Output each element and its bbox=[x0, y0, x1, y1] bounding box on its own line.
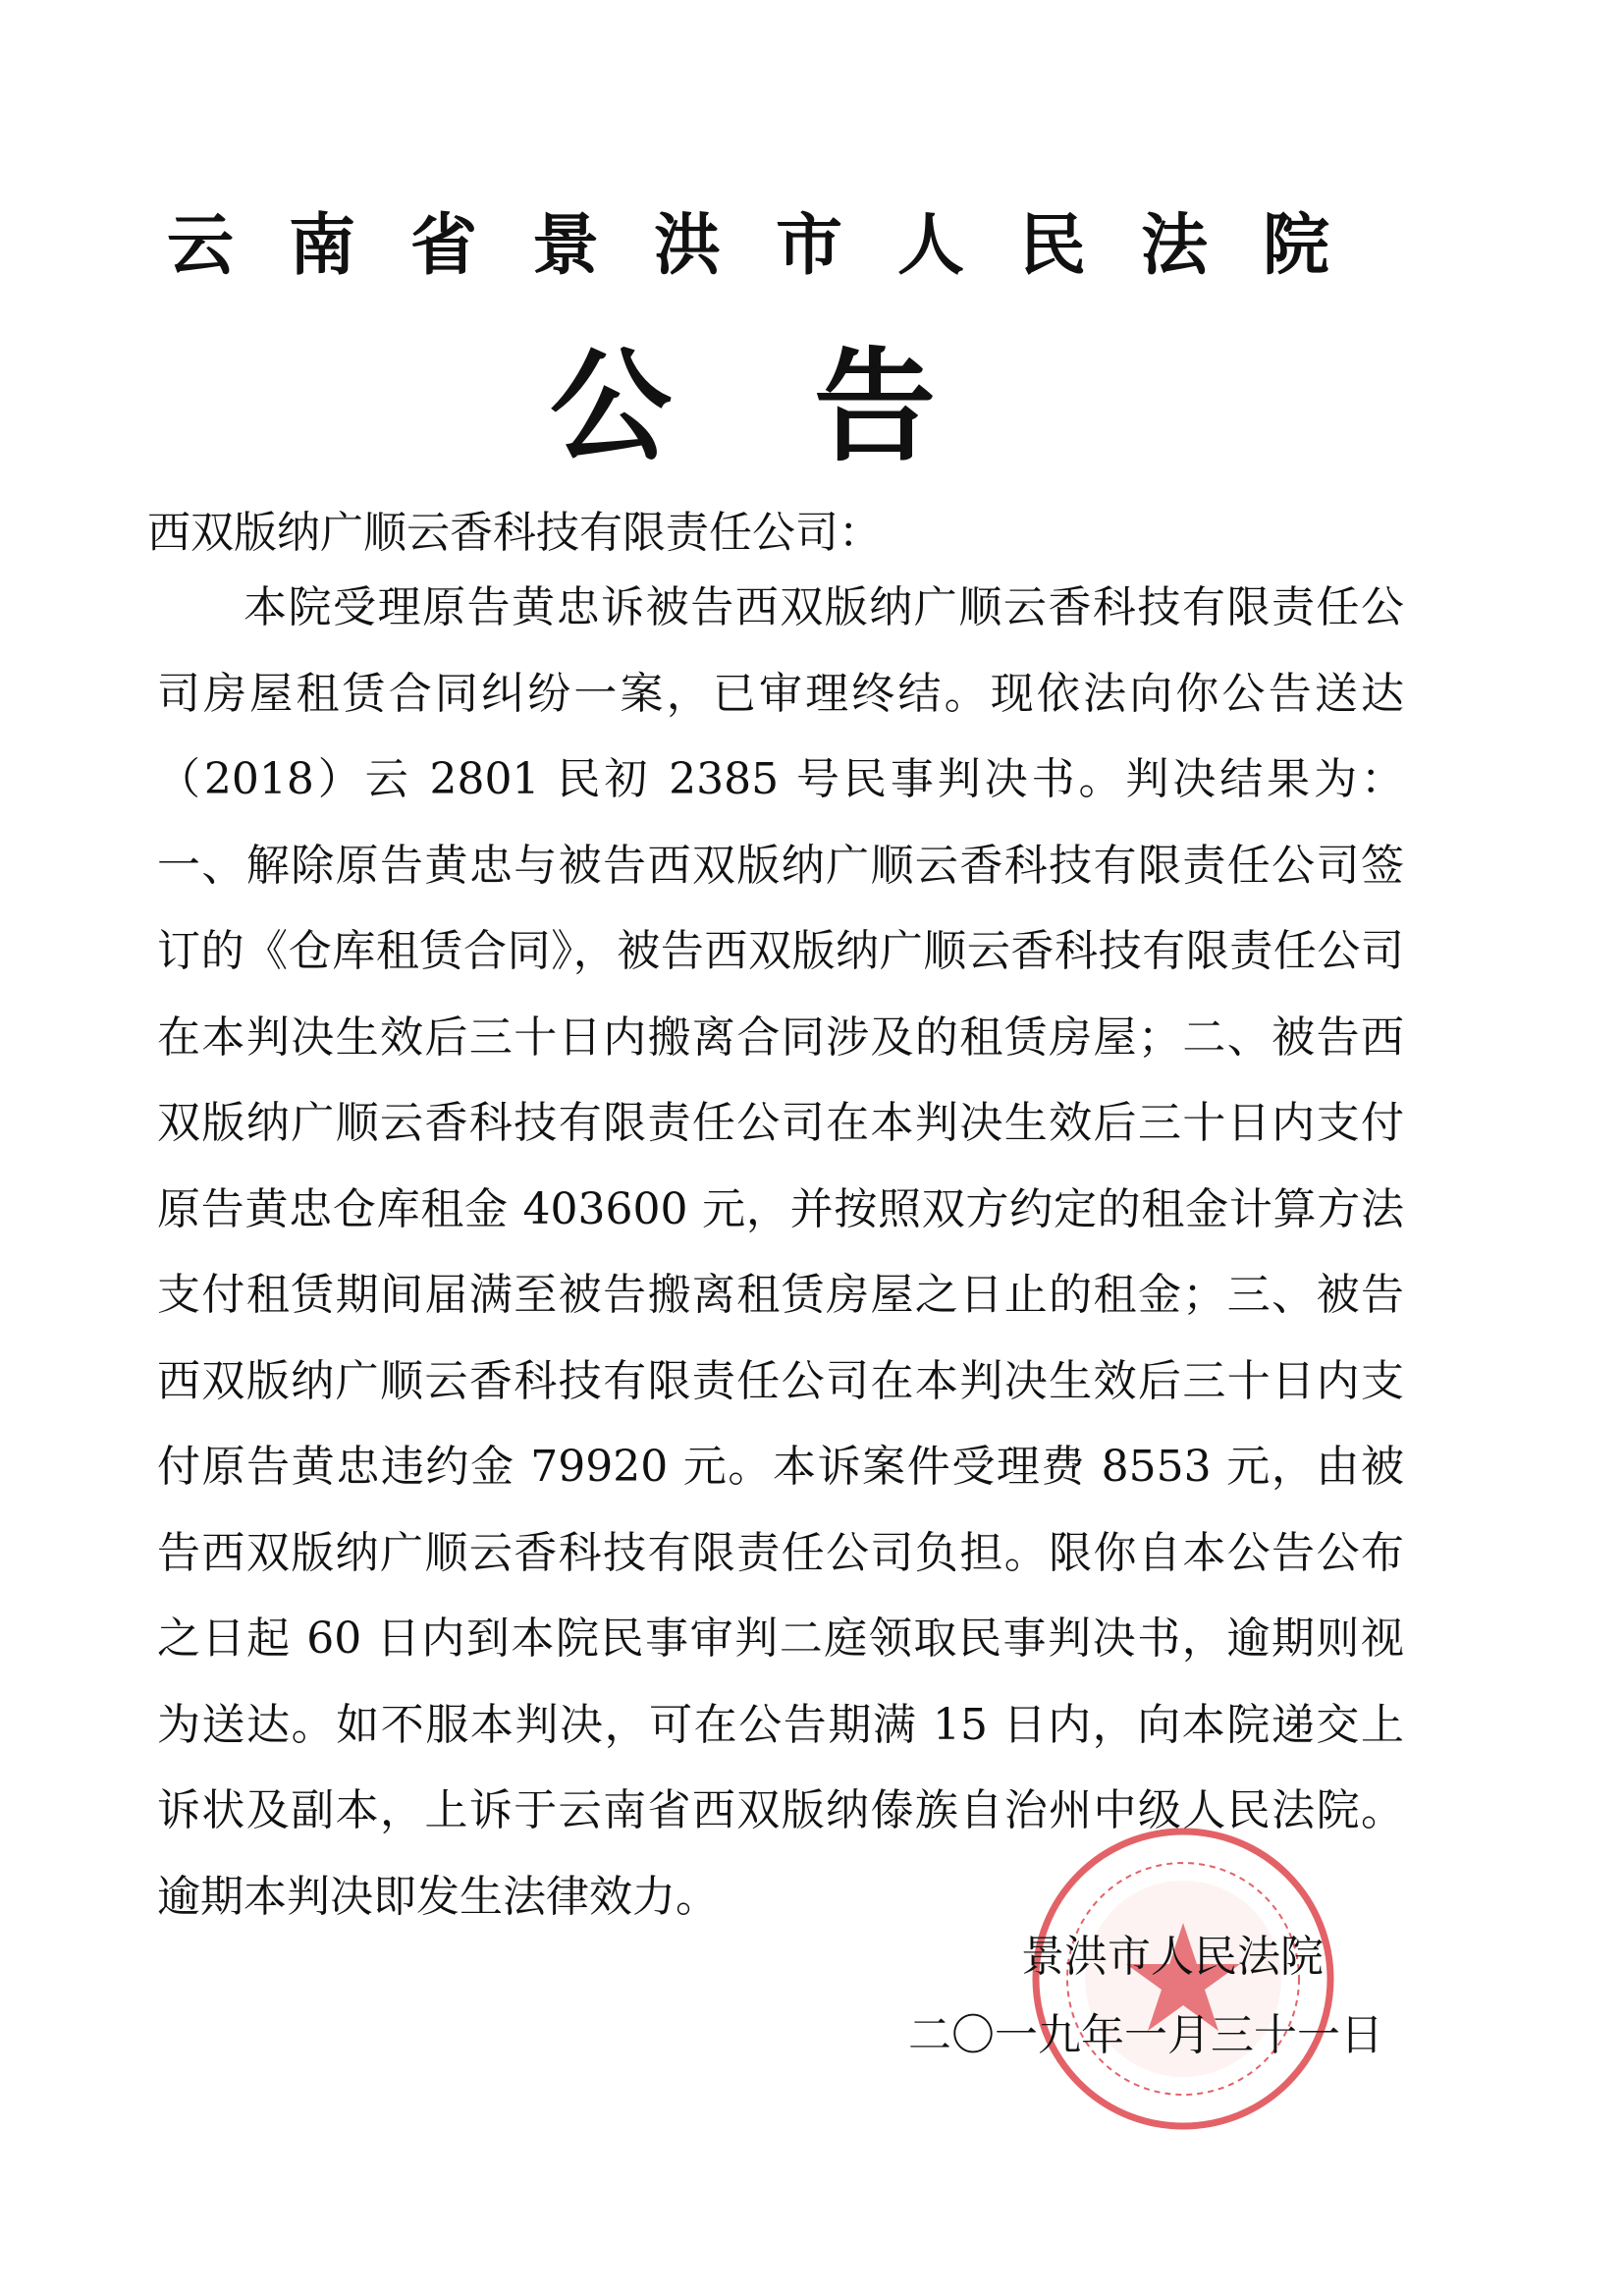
notice-body: 本院受理原告黄忠诉被告西双版纳广顺云香科技有限责任公司房屋租赁合同纠纷一案，已审理终结。现依法向你公告送达（2018）云 2801 民初 2385 号民事判决书。判决结果为：一、解除原告黄忠与被告西双版纳广顺云香科技有限责任公司签订的《仓库租赁合同》，被告西双版纳广顺云香科技有限责任公司在本判决生效后三十日内搬离合同涉及的租赁房屋；二、被告西双版纳广顺云香科技有限责任公司在本判决生效后三十日内支付原告黄忠仓库租金 403600 元，并按照双方约定的租金计算方法支付租赁期间届满至被告搬离租赁房屋之日止的租金；三、被告西双版纳广顺云香科技有限责任公司在本判决生效后三十日内支付原告黄忠违约金 79920 元。本诉案件受理费 8553 元，由被告西双版纳广顺云香科技有限责任公司负担。限你自本公告公布之日起 60 日内到本院民事审判二庭领取民事判决书，逾期则视为送达。如不服本判决，可在公告期满 15 日内，向本院递交上诉状及副本，上诉于云南省西双版纳傣族自治州中级人民法院。逾期本判决即发生法律效力。 bbox=[157, 582, 1404, 1922]
signature-date: 二〇一九年一月三十一日 bbox=[908, 2010, 1383, 2060]
signature-court: 景洪市人民法院 bbox=[1021, 1932, 1324, 1982]
addressee: 西双版纳广顺云香科技有限责任公司： bbox=[147, 508, 882, 558]
court-name: 云南省景洪市人民法院 bbox=[167, 206, 1385, 285]
notice-title: 公告 bbox=[550, 336, 1079, 478]
